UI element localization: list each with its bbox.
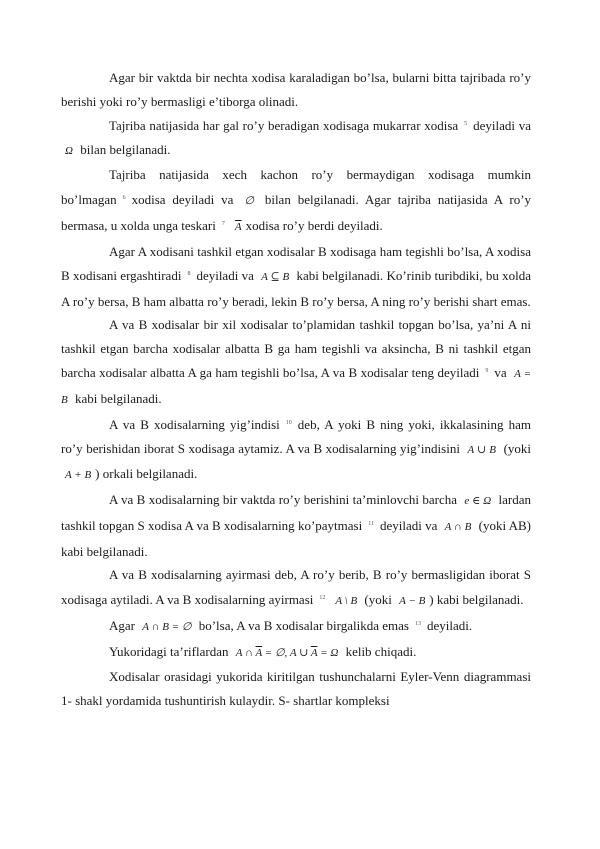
math-complement-a: $\overline{A}$	[234, 221, 242, 233]
footnote-ref: 9	[485, 368, 489, 374]
paragraph-7: A va B xodisalarning bir vaktda ro’y berishini ta’minlovchi barcha e ∈ Ω lardan tashkil topgan S xodisa A va B xodisalarning ko’paytmasi $^{11}$ deyiladi va A ∩ B (yoki AB) kabi belgilanadi.	[61, 491, 532, 559]
paragraph-9: Agar A ∩ B = ∅ bo’lsa, A va B xodisalar birgalikda emas $^{13}$ deyiladi.	[109, 618, 473, 633]
footnote-ref: 6	[122, 194, 126, 201]
math-minus: A − B	[399, 594, 426, 607]
footnote-ref: 5	[464, 121, 468, 127]
footnote-ref: 7	[221, 221, 225, 227]
footnote-ref: 8	[187, 271, 191, 277]
math-element: e ∈ Ω	[464, 494, 492, 507]
math-sum: A + B	[65, 469, 92, 481]
math-intersection: A ∩ B	[444, 521, 472, 533]
math-omega: Ω	[65, 144, 73, 157]
paragraph-10: Yukoridagi ta’riflardan A ∩ $\overline{A}$ = ∅, A ∪ $\overline{A} = \Omega$ kelib chiqadi.	[109, 643, 417, 659]
paragraph-3: Tajriba natijasida xech kachon ro’y bermaydigan xodisaga mumkin bo’lmagan $^6$ xodisa deyiladi va ∅ bilan belgilanadi. Agar tajriba natijasida A ro’y bermasa, u xolda unga teskari $^7$ $\overline{A}$ xodisa ro’y berdi deyiladi.	[61, 167, 532, 233]
math-union: A ∪ B	[467, 443, 497, 456]
math-disjoint: A ∩ B = ∅	[142, 621, 192, 633]
paragraph-5: A va B xodisalar bir xil xodisalar to’plamidan tashkil topgan bo’lsa, ya’ni A ni tashkil etgan barcha xodisalar albatta B ga ham tegishli va aksincha, B ni tashkil etgan barcha xodisalar albatta A ga ham tegishli bo’lsa, A va B xodisalar teng deyiladi $^9$ va A = B kabi belgilanadi.	[61, 317, 531, 406]
paragraph-8: A va B xodisalarning ayirmasi deb, A ro’y berib, B ro’y bermasligidan iborat S xodisaga aytiladi. A va B xodisalarning ayirmasi $^{12}$ A \ B (yoki A − B ) kabi belgilanadi.	[61, 567, 531, 607]
math-difference: A \ B	[335, 594, 358, 607]
paragraph-4: Agar A xodisani tashkil etgan xodisalar B xodisaga ham tegishli bo’lsa, A xodisa B xodisani ergashtiradi $^8$ deyiladi va A ⊆ B kabi belgilanadi. Ko’rinib turibdiki, bu xolda A ro’y bersa, B ham albatta ro’y beradi, lekin B ro’y bersa, A ning ro’y berishi shart emas.	[61, 243, 531, 309]
math-equal: A = B	[61, 368, 531, 406]
math-emptyset: ∅	[244, 194, 254, 207]
paragraph-6: A va B xodisalarning yig’indisi $^{10}$ deb, A yoki B ning yoki, ikkalasining ham ro’y berishidan iborat S xodisaga aytamiz. A va B xodisalarning yig’indisini A ∪ B (yoki A + B ) orkali belgilanadi.	[61, 417, 532, 481]
footnote-ref: 12	[319, 594, 326, 601]
body-text	[61, 66, 531, 712]
footnote-ref: 13	[414, 621, 421, 627]
math-subset: A ⊆ B	[261, 271, 290, 283]
footnote-ref: 10	[285, 420, 292, 426]
paragraph-1: Agar bir vaktda bir nechta xodisa karaladigan bo’lsa, bularni bitta tajribada ro’y berishi yoki ro’y bermasligi e’tiborga olinadi.	[61, 70, 531, 109]
footnote-ref: 11	[368, 521, 374, 527]
paragraph-11: Xodisalar orasidagi yukorida kiritilgan tushunchalarni Eyler-Venn diagrammasi 1- shakl yordamida tushuntirish kulaydir. S- shartlar kompleksi	[61, 669, 531, 708]
math-identities: A ∩ $\overline{A}$ = ∅, A ∪ $\overline{A} = \Omega$	[235, 646, 339, 659]
paragraph-2: Tajriba natijasida har gal ro’y beradigan xodisaga mukarrar xodisa $^5$ deyiladi va Ω bilan belgilanadi.	[65, 118, 531, 157]
